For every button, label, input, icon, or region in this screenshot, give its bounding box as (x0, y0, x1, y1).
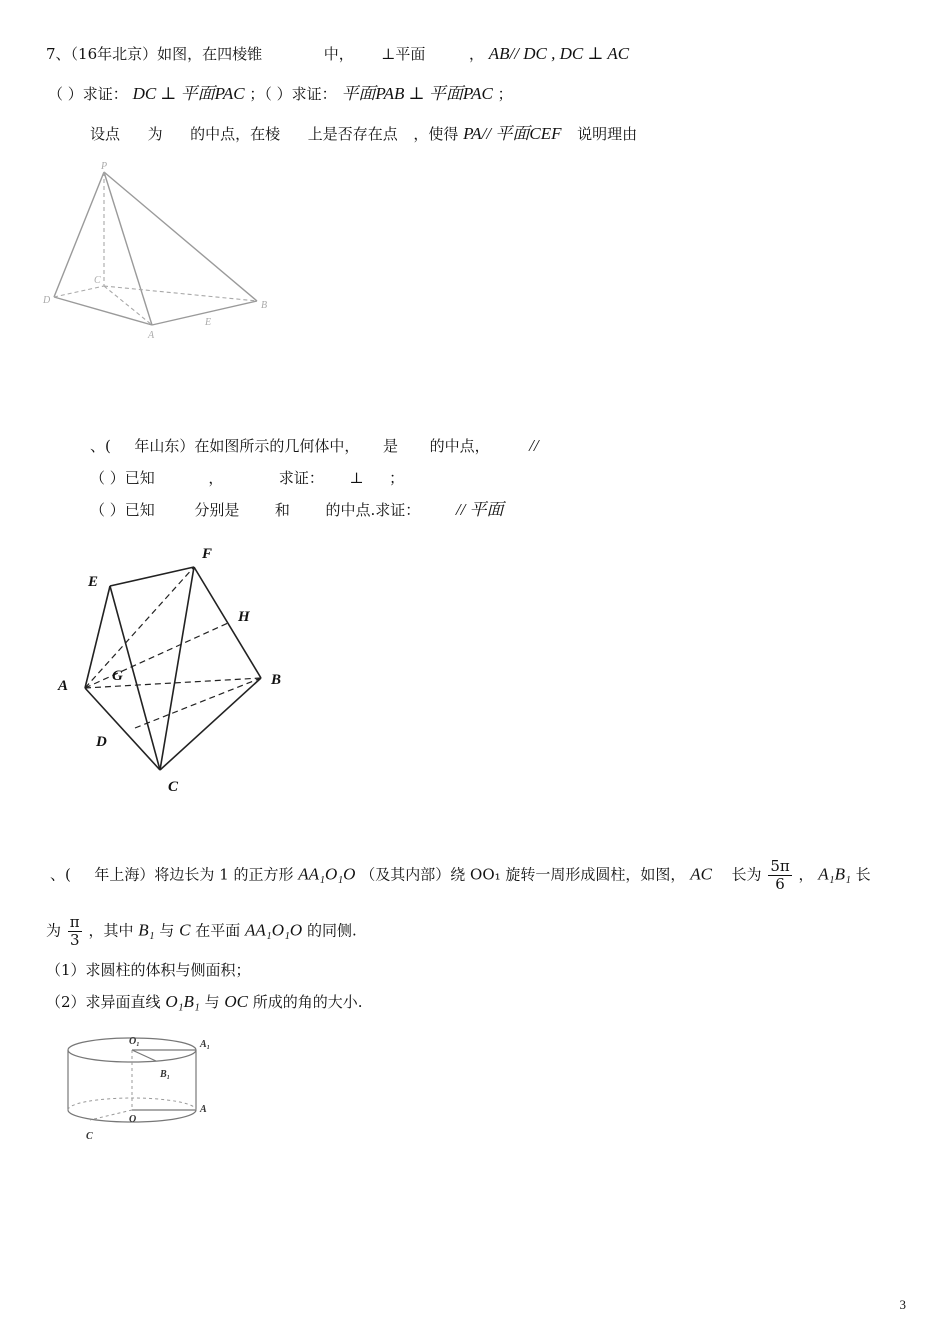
p9-q2-t3: 所成的角的大小. (252, 993, 363, 1011)
p9-t2: 年上海）将边长为 1 的正方形 (94, 865, 294, 884)
p7-part2-math: 平面PAB ⊥ 平面PAC (341, 84, 493, 103)
p9-m3: AC (690, 864, 712, 884)
label-D: D (96, 734, 107, 750)
p7-t4: 上是否存在点 (307, 125, 398, 143)
p7-sep: ；（ ）求证： (249, 85, 337, 103)
p8-line1 (90, 436, 539, 456)
p7-pyramid-figure (40, 158, 280, 343)
p9-cylinder-figure (60, 1030, 230, 1145)
label-O1: O₁ (129, 1036, 140, 1047)
p8-l3-t4: 的中点.求证： (325, 501, 421, 519)
p8-polyhedron-figure (50, 540, 300, 800)
p9-q2-t2: 与 (204, 993, 220, 1011)
p7-perp-plane: ⊥平面 (381, 45, 426, 63)
label-E: E (88, 574, 99, 590)
p8-l3-t3: 和 (274, 501, 290, 519)
edge-DC (54, 286, 104, 297)
edge-CA (104, 286, 152, 325)
p8-t5: // (529, 436, 539, 455)
edge-PB (104, 172, 257, 301)
label-A: A (148, 330, 155, 341)
p9-t5: 长为 (731, 865, 762, 884)
label-B: B (271, 672, 282, 688)
edge-EA (85, 586, 110, 688)
edge-FC (160, 567, 194, 770)
p9-l2-t1: 为 (46, 921, 62, 940)
label-B: B (261, 300, 268, 311)
p9-m4: A₁B₁ (818, 864, 851, 884)
p7-t1: 设点 (90, 125, 121, 143)
p8-t1: 、( (90, 437, 111, 455)
segment-OC (90, 1110, 132, 1120)
p9-l2-t5: 的同侧. (306, 921, 357, 940)
p9-m2: OO₁ (470, 865, 501, 884)
edge-DB (135, 678, 261, 728)
p8-l2-t5: ； (389, 469, 405, 487)
p9-l2-m3: AA₁O₁O (245, 920, 303, 940)
p9-l2-t2: ，其中 (88, 921, 134, 940)
p7-t2: 为 (147, 125, 163, 143)
p8-line3 (90, 500, 504, 520)
p9-line1 (50, 858, 871, 893)
p7-part1-math: DC ⊥ 平面PAC (132, 84, 245, 103)
label-H: H (238, 609, 250, 625)
edge-EF (110, 567, 194, 586)
label-A: A (200, 1104, 207, 1115)
p7-line2 (48, 84, 513, 104)
edge-DA (54, 297, 152, 325)
p9-t4: 旋转一周形成圆柱，如图， (505, 865, 686, 884)
label-D: D (43, 295, 51, 306)
edge-AH (85, 623, 228, 688)
page-number: 3 (899, 1297, 906, 1312)
p8-l3-t5: // 平面 (455, 500, 504, 519)
p7-comma: ， (468, 45, 484, 63)
p7-prefix: 7、（16年北京）如图，在四棱锥 (46, 45, 263, 63)
label-C: C (86, 1131, 93, 1142)
p8-l2-t2: ， (208, 469, 224, 487)
p9-fraction-pi-3: $\frac{\pi}{3}$ (69, 913, 80, 949)
p9-q2-t1: （2）求异面直线 (46, 993, 161, 1011)
p9-l2-m1: B₁ (138, 920, 155, 940)
label-C: C (94, 275, 101, 286)
p7-t6: 说明理由 (577, 125, 638, 143)
p7-t3: 的中点，在棱 (190, 125, 281, 143)
p9-q2-m1: O₁B₁ (165, 992, 200, 1011)
p8-t2: 年山东）在如图所示的几何体中， (134, 437, 360, 455)
label-O: O (129, 1114, 137, 1125)
p9-t6: ， (798, 865, 814, 884)
p9-l2-m2: C (179, 920, 191, 940)
p7-zhong: 中， (323, 45, 354, 63)
p9-fraction-5pi-6: $\frac{5\pi}{6}$ (770, 857, 790, 893)
p8-l2-t4: ⊥ (349, 469, 364, 487)
edge-AF (85, 567, 194, 688)
p8-line2 (90, 468, 404, 488)
label-F: F (202, 546, 213, 562)
label-P: P (101, 161, 108, 172)
p8-l2-t1: （ ）已知 (90, 469, 155, 487)
edge-FB (194, 567, 261, 678)
p9-m1: AA₁O₁O (298, 864, 356, 884)
label-E: E (205, 317, 212, 328)
p9-line2 (46, 914, 357, 949)
p7-t5: ，使得 (413, 125, 459, 143)
p8-l2-t3: 求证： (278, 469, 324, 487)
p9-t1: 、( (50, 865, 71, 884)
p7-end: ； (497, 85, 513, 103)
p8-t4: 的中点， (429, 437, 490, 455)
p7-line3 (90, 124, 637, 144)
p7-part1-open: （ ）求证： (48, 85, 128, 103)
p8-l3-t2: 分别是 (194, 501, 240, 519)
segment-O1B1 (132, 1050, 156, 1061)
label-C: C (168, 779, 179, 795)
p9-l2-t4: 在平面 (195, 921, 241, 940)
p9-t7: 长 (855, 865, 871, 884)
p8-l3-t1: （ ）已知 (90, 501, 155, 519)
label-A: A (58, 678, 69, 694)
label-G: G (112, 668, 123, 684)
edge-PA (104, 172, 152, 325)
p9-l2-t3: 与 (159, 921, 175, 940)
edge-BC (160, 678, 261, 770)
edge-CB (104, 286, 257, 301)
p9-q2-m2: OC (224, 992, 249, 1011)
p7-t5-math: PA// 平面CEF (463, 124, 562, 143)
p9-q2 (46, 992, 363, 1012)
p9-q1: （1）求圆柱的体积与侧面积； (46, 961, 251, 979)
p9-t3: （及其内部）绕 (360, 865, 466, 884)
p8-t3: 是 (383, 437, 399, 455)
label-B1: B₁ (160, 1069, 171, 1080)
p7-condition-math: AB// DC , DC ⊥ AC (488, 44, 630, 63)
p7-line1 (46, 44, 629, 64)
label-A1: A₁ (200, 1039, 211, 1050)
